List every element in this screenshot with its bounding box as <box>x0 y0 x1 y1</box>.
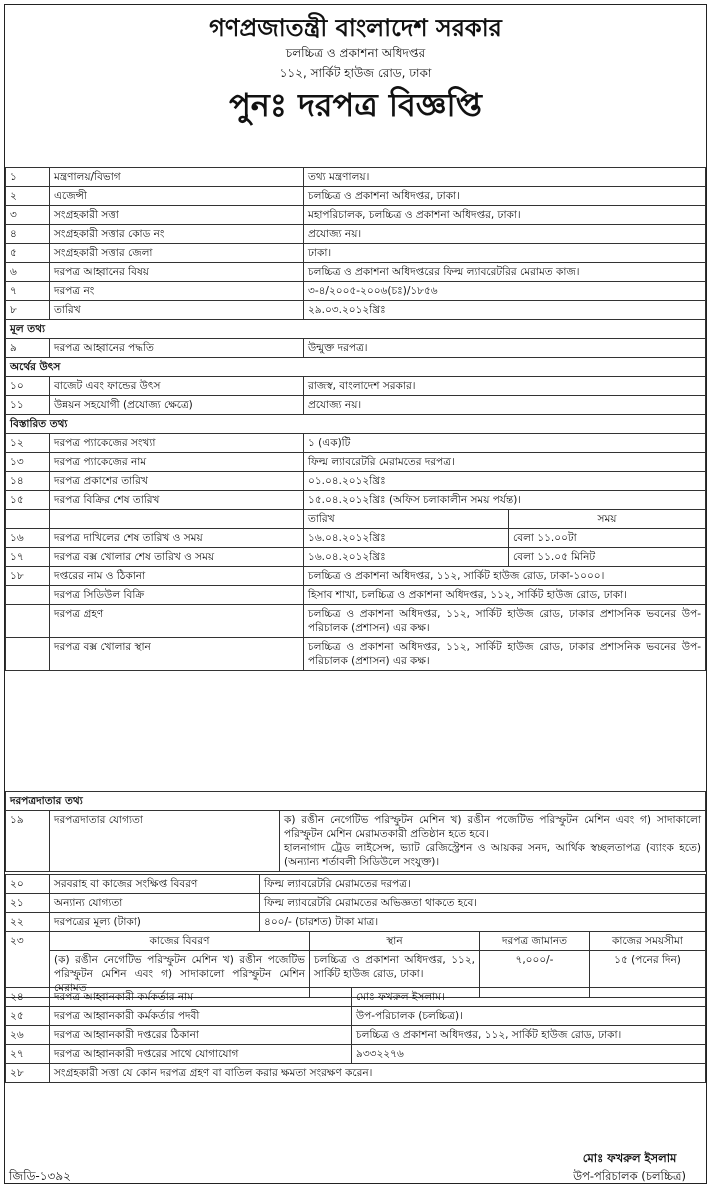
table-row <box>6 988 706 1007</box>
table-row <box>6 396 706 415</box>
empty-cell <box>50 510 304 529</box>
table-row <box>6 472 706 491</box>
table-row <box>6 529 706 548</box>
row-value: ৩-৪/২০০৫-২০০৬(চঃ)/১৮৫৬ <box>304 282 706 301</box>
table-row <box>6 1045 706 1064</box>
row-number: ২ <box>6 187 50 206</box>
row-number: ১৪ <box>6 472 50 491</box>
row-number: ৩ <box>6 206 50 225</box>
row-value: চলচ্চিত্র ও প্রকাশনা অধিদপ্তর, ১১২, সার্কিট হাউজ রোড, ঢাকার প্রশাসনিক ভবনের উপ-পরিচালক (প্রশাসন) এর কক্ষ। <box>304 638 706 671</box>
row-number: ৪ <box>6 225 50 244</box>
row-value: ১৫.০৪.২০১২খ্রিঃ (অফিস চলাকালীন সময় পর্যন্ত)। <box>304 491 706 510</box>
signer-name: মোঃ ফখরুল ইসলাম <box>582 1151 677 1165</box>
work-header-row <box>6 932 706 951</box>
row-number: ৮ <box>6 301 50 320</box>
deadline-time: বেলা ১১.০৫ মিনিট <box>509 548 706 567</box>
row-number <box>6 586 50 605</box>
row-value: ৪০০/- (চারশত) টাকা মাত্র। <box>260 913 706 932</box>
table-row <box>6 187 706 206</box>
row-number: ৭ <box>6 282 50 301</box>
row-label: সংগ্রহকারী সত্তার কোড নং <box>50 225 304 244</box>
row-label: দরপত্র নং <box>50 282 304 301</box>
row-number: ১৮ <box>6 567 50 586</box>
row-value <box>280 811 706 872</box>
row-number: ২১ <box>6 894 50 913</box>
table-row <box>6 567 706 586</box>
table-row <box>6 1064 706 1083</box>
row-label: দরপত্র দাখিলের শেষ তারিখ ও সময় <box>50 529 304 548</box>
row-number: ১৫ <box>6 491 50 510</box>
table-row <box>6 913 706 932</box>
date-column-header: তারিখ <box>304 510 509 529</box>
table-row <box>6 875 706 894</box>
section-fund-source: অর্থের উৎস <box>6 358 706 377</box>
row-number: ২৮ <box>6 1064 50 1083</box>
section-row <box>6 320 706 339</box>
row-value: উন্মুক্ত দরপত্র। <box>304 339 706 358</box>
notice-title: পুনঃ দরপত্র বিজ্ঞপ্তি <box>229 86 482 124</box>
row-label: দরপত্র আহ্বানের পদ্ধতি <box>50 339 304 358</box>
row-label: দরপত্র আহ্বানের বিষয় <box>50 263 304 282</box>
row-label: দরপত্র প্যাকেজের নাম <box>50 453 304 472</box>
table-row <box>6 206 706 225</box>
table-row <box>6 434 706 453</box>
table-row <box>6 282 706 301</box>
documents-text: হালনাগাদ ট্রেড লাইসেন্স, ভ্যাট রেজিস্ট্রেশন ও আয়কর সনদ, আর্থিক স্বচ্ছলতাপত্র (ব্যাংক হতে) (অন্যান্য শর্তাবলী সিডিউলে সংযুক্ত)। <box>284 842 701 868</box>
table-row <box>6 301 706 320</box>
deadline-date: ১৬.০৪.২০১২খ্রিঃ <box>304 529 509 548</box>
table-row <box>6 244 706 263</box>
row-label: দরপত্র আহ্বানকারী দপ্তরের সাথে যোগাযোগ <box>50 1045 352 1064</box>
row-label: দরপত্র আহ্বানকারী কর্মকর্তার পদবী <box>50 1007 352 1026</box>
row-label: দপ্তরের নাম ও ঠিকানা <box>50 567 304 586</box>
table-row <box>6 168 706 187</box>
work-description: (ক) রঙীন নেগেটিভ পরিস্ফুটন মেশিন খ) রঙীন পজেটিভ পরিস্ফুটন মেশিন এবং গ) সাদাকালো পরিস্ফুটন মেশিন মেরামত <box>50 951 310 998</box>
row-label: বাজেট এবং ফান্ডের উৎস <box>50 377 304 396</box>
table-row <box>6 491 706 510</box>
office-name: চলচ্চিত্র ও প্রকাশনা অধিদপ্তর <box>285 46 426 60</box>
row-value: তথ্য মন্ত্রণালয়। <box>304 168 706 187</box>
table-row <box>6 263 706 282</box>
row-label: দরপত্র প্যাকেজের সংখ্যা <box>50 434 304 453</box>
section-main-info: মূল তথ্য <box>6 320 706 339</box>
row-number: ১১ <box>6 396 50 415</box>
notice-header <box>5 13 706 125</box>
row-label: সরবরাহ বা কাজের সংক্ষিপ্ত বিবরণ <box>50 875 260 894</box>
row-value: উপ-পরিচালক (চলচ্চিত্র)। <box>352 1007 706 1026</box>
table-row <box>6 811 706 872</box>
table-row <box>6 586 706 605</box>
deadline-time: বেলা ১১.০০টা <box>509 529 706 548</box>
tender-info-table <box>5 167 706 671</box>
row-number <box>6 638 50 671</box>
row-label: সংগ্রহকারী সত্তা <box>50 206 304 225</box>
rights-statement: সংগ্রহকারী সত্তা যে কোন দরপত্র গ্রহণ বা বাতিল করার ক্ষমতা সংরক্ষণ করেন। <box>50 1064 706 1083</box>
row-number: ২২ <box>6 913 50 932</box>
table-row <box>6 894 706 913</box>
row-value: চলচ্চিত্র ও প্রকাশনা অধিদপ্তর, ১১২, সার্কিট হাউজ রোড, ঢাকা-১০০০। <box>304 567 706 586</box>
table-row <box>6 1007 706 1026</box>
deadline-date: ১৬.০৪.২০১২খ্রিঃ <box>304 548 509 567</box>
row-label: দরপত্র গ্রহণ <box>50 605 304 638</box>
section-details: বিস্তারিত তথ্য <box>6 415 706 434</box>
row-value: ফিল্ম ল্যাবরেটরি মেরামতের দরপত্র। <box>304 453 706 472</box>
row-value: ফিল্ম ল্যাবরেটরি মেরামতের অভিজ্ঞতা থাকতে হবে। <box>260 894 706 913</box>
row-label: তারিখ <box>50 301 304 320</box>
row-label: দরপত্রের মূল্য (টাকা) <box>50 913 260 932</box>
row-value: চলচ্চিত্র ও প্রকাশনা অধিদপ্তর, ১১২, সার্কিট হাউজ রোড, ঢাকা। <box>352 1026 706 1045</box>
row-value: ঢাকা। <box>304 244 706 263</box>
row-label: এজেন্সী <box>50 187 304 206</box>
row-number: ২৫ <box>6 1007 50 1026</box>
header-work-description: কাজের বিবরণ <box>50 932 310 951</box>
row-value: রাজস্ব, বাংলাদেশ সরকার। <box>304 377 706 396</box>
row-number: ১২ <box>6 434 50 453</box>
row-value: প্রযোজ্য নয়। <box>304 396 706 415</box>
table-row <box>6 638 706 671</box>
table-row <box>6 605 706 638</box>
bidder-table <box>5 791 706 872</box>
row-value: ১ (এক)টি <box>304 434 706 453</box>
officer-table <box>5 987 706 1083</box>
row-value: ২৯.০৩.২০১২খ্রিঃ <box>304 301 706 320</box>
row-number: ১৭ <box>6 548 50 567</box>
table-row <box>6 225 706 244</box>
row-number: ৯ <box>6 339 50 358</box>
row-number: ২০ <box>6 875 50 894</box>
office-address: ১১২, সার্কিট হাউজ রোড, ঢাকা <box>279 66 432 80</box>
row-value: চলচ্চিত্র ও প্রকাশনা অধিদপ্তরের ফিল্ম ল্যাবরেটরির মেরামত কাজ। <box>304 263 706 282</box>
row-number: ৫ <box>6 244 50 263</box>
row-number: ১০ <box>6 377 50 396</box>
notice-page <box>4 4 707 1184</box>
row-label: দরপত্র বক্স খোলার স্থান <box>50 638 304 671</box>
row-label: দরপত্র বক্স খোলার শেষ তারিখ ও সময় <box>50 548 304 567</box>
section-bidder: দরপত্রদাতার তথ্য <box>6 792 706 811</box>
row-value: মহাপরিচালক, চলচ্চিত্র ও প্রকাশনা অধিদপ্তর, ঢাকা। <box>304 206 706 225</box>
empty-cell <box>6 510 50 529</box>
row-value: প্রযোজ্য নয়। <box>304 225 706 244</box>
row-label: দরপত্র আহ্বানকারী দপ্তরের ঠিকানা <box>50 1026 352 1045</box>
time-column-header: সময় <box>509 510 706 529</box>
row-number: ২৪ <box>6 988 50 1007</box>
table-row <box>6 1026 706 1045</box>
row-value: চলচ্চিত্র ও প্রকাশনা অধিদপ্তর, ১১২, সার্কিট হাউজ রোড, ঢাকার প্রশাসনিক ভবনের উপ-পরিচালক (প্রশাসন) এর কক্ষ। <box>304 605 706 638</box>
work-location: চলচ্চিত্র ও প্রকাশনা অধিদপ্তর, ১১২, সার্কিট হাউজ রোড, ঢাকা। <box>310 951 480 998</box>
row-value: মোঃ ফখরুল ইসলাম। <box>352 988 706 1007</box>
row-number: ১ <box>6 168 50 187</box>
work-security: ৭,০০০/- <box>480 951 590 998</box>
row-label: দরপত্রদাতার যোগ্যতা <box>50 811 280 872</box>
row-label: দরপত্র সিডিউল বিক্রি <box>50 586 304 605</box>
row-label: দরপত্র প্রকাশের তারিখ <box>50 472 304 491</box>
row-label: দরপত্র বিক্রির শেষ তারিখ <box>50 491 304 510</box>
row-number: ৬ <box>6 263 50 282</box>
table-row <box>6 453 706 472</box>
row-number <box>6 605 50 638</box>
signature-block <box>573 1149 686 1185</box>
row-label: মন্ত্রণালয়/বিভাগ <box>50 168 304 187</box>
header-security: দরপত্র জামানত <box>480 932 590 951</box>
table-row <box>6 339 706 358</box>
row-label: উন্নয়ন সহযোগী (প্রযোজ্য ক্ষেত্রে) <box>50 396 304 415</box>
gd-code: জিডি-১৩৯২ <box>9 1169 71 1183</box>
row-value: ৯৩৩২২৭৬ <box>352 1045 706 1064</box>
row-label: অন্যান্য যোগ্যতা <box>50 894 260 913</box>
row-number: ২৩ <box>6 932 50 998</box>
signer-designation: উপ-পরিচালক (চলচ্চিত্র) <box>573 1169 686 1183</box>
row-value: ফিল্ম ল্যাবরেটরি মেরামতের দরপত্র। <box>260 875 706 894</box>
table-row <box>6 377 706 396</box>
table-row <box>6 548 706 567</box>
work-table <box>5 874 706 998</box>
row-number: ১৯ <box>6 811 50 872</box>
row-number: ১৩ <box>6 453 50 472</box>
header-duration: কাজের সময়সীমা <box>590 932 706 951</box>
table-row <box>6 510 706 529</box>
work-duration: ১৫ (পনের দিন) <box>590 951 706 998</box>
row-label: দরপত্র আহ্বানকারী কর্মকর্তার নাম <box>50 988 352 1007</box>
row-number: ২৭ <box>6 1045 50 1064</box>
government-heading: গণপ্রজাতন্ত্রী বাংলাদেশ সরকার <box>209 13 502 42</box>
section-row <box>6 358 706 377</box>
section-row <box>6 415 706 434</box>
row-value: হিসাব শাখা, চলচ্চিত্র ও প্রকাশনা অধিদপ্তর, ১১২, সার্কিট হাউজ রোড, ঢাকা। <box>304 586 706 605</box>
row-label: সংগ্রহকারী সত্তার জেলা <box>50 244 304 263</box>
row-value: চলচ্চিত্র ও প্রকাশনা অধিদপ্তর, ঢাকা। <box>304 187 706 206</box>
header-location: স্থান <box>310 932 480 951</box>
row-number: ২৬ <box>6 1026 50 1045</box>
row-number: ১৬ <box>6 529 50 548</box>
qualification-text: ক) রঙীন নেগেটিভ পরিস্ফুটন মেশিন খ) রঙীন পজেটিভ পরিস্ফুটন মেশিন এবং গ) সাদাকালো পরিস্ফুটন মেশিন মেরামতকারী প্রতিষ্ঠান হতে হবে। <box>284 814 701 840</box>
row-value: ০১.০৪.২০১২খ্রিঃ <box>304 472 706 491</box>
